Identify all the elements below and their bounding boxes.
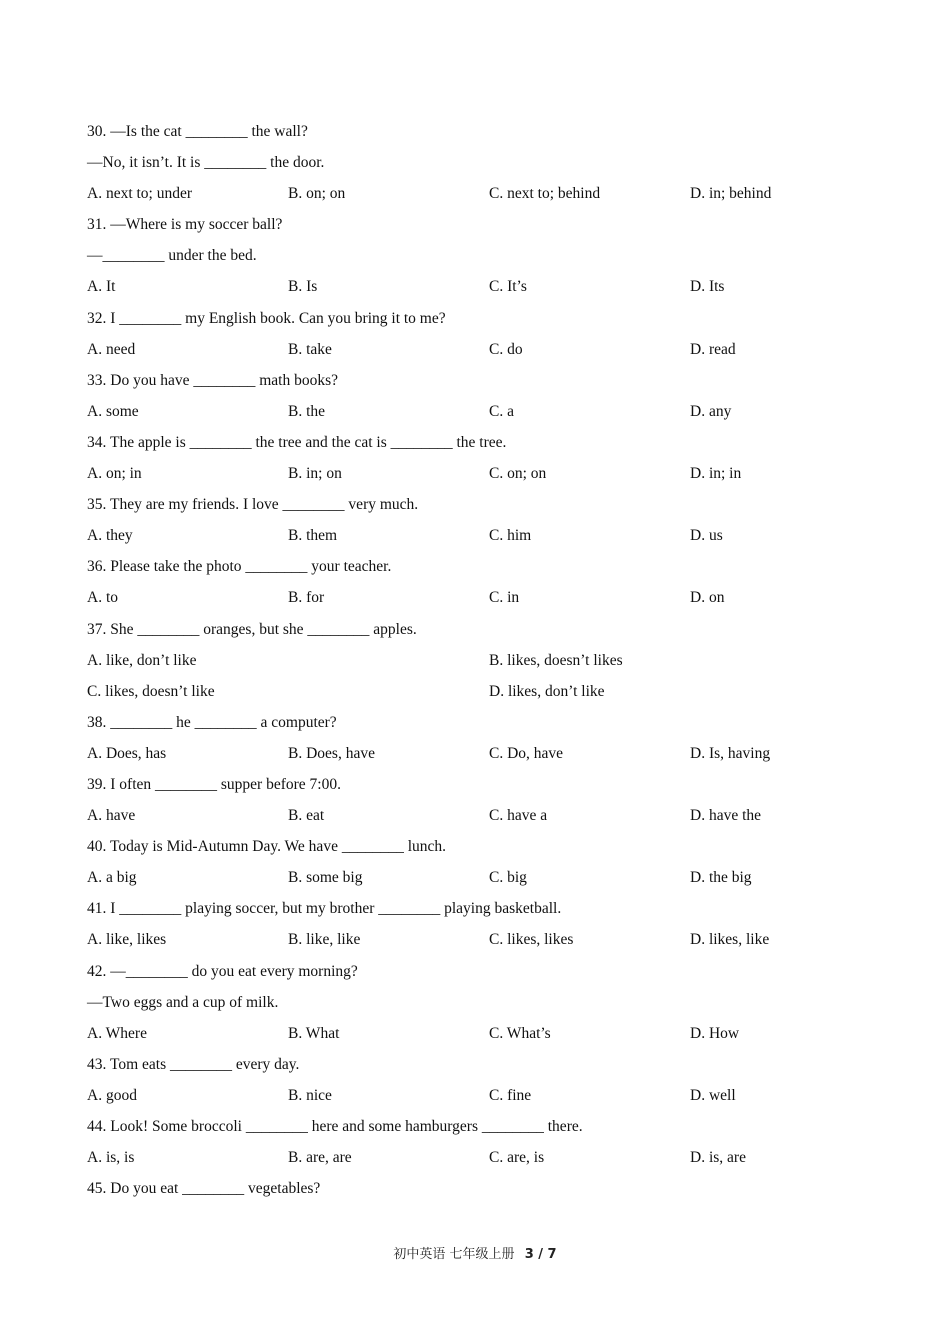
answer-option: D. have the xyxy=(690,807,762,825)
answer-option: C. are, is xyxy=(489,1149,545,1167)
question-item xyxy=(87,1049,887,1111)
question-stem: 40. Today is Mid-Autumn Day. We have ________ lunch. xyxy=(87,838,447,856)
question-stem: 38. ________ he ________ a computer? xyxy=(87,713,337,731)
options-row xyxy=(87,271,887,302)
answer-option: B. take xyxy=(288,340,332,358)
page-number: 3 / 7 xyxy=(524,1247,557,1262)
answer-option: B. eat xyxy=(288,807,325,825)
question-item xyxy=(87,489,887,551)
question-item xyxy=(87,303,887,365)
question-stem: 39. I often ________ supper before 7:00. xyxy=(87,775,341,793)
options-row xyxy=(87,800,887,831)
question-item xyxy=(87,209,887,302)
footer-title: 初中英语 七年级上册 xyxy=(393,1247,515,1262)
answer-option: A. on; in xyxy=(87,465,142,483)
answer-option: A. like, likes xyxy=(87,931,167,949)
answer-option: B. What xyxy=(288,1024,340,1042)
answer-option: A. is, is xyxy=(87,1149,135,1167)
question-line: —________ under the bed. xyxy=(87,247,257,265)
answer-option: C. have a xyxy=(489,807,548,825)
answer-option: B. for xyxy=(288,589,325,607)
answer-option: B. like, like xyxy=(288,931,361,949)
question-stem: 42. —________ do you eat every morning? xyxy=(87,962,358,980)
question-item xyxy=(87,614,887,707)
options-row xyxy=(87,334,887,365)
answer-option: A. need xyxy=(87,340,136,358)
answer-option: C. likes, doesn’t like xyxy=(87,682,215,700)
options-row xyxy=(87,520,887,551)
options-row xyxy=(87,1080,887,1111)
question-item xyxy=(87,707,887,769)
options-row xyxy=(87,396,887,427)
question-stem: 37. She ________ oranges, but she ________ apples. xyxy=(87,620,417,638)
answer-option: C. him xyxy=(489,527,532,545)
answer-option: C. Do, have xyxy=(489,744,564,762)
answer-option: A. It xyxy=(87,278,116,296)
answer-option: D. likes, don’t like xyxy=(489,682,605,700)
question-stem: 44. Look! Some broccoli ________ here and some hamburgers ________ there. xyxy=(87,1118,583,1135)
answer-option: B. some big xyxy=(288,869,363,887)
question-stem: 32. I ________ my English book. Can you bring it to me? xyxy=(87,309,446,327)
question-stem: 30. —Is the cat ________ the wall? xyxy=(87,123,308,140)
answer-option: A. like, don’t like xyxy=(87,651,197,669)
options-row xyxy=(87,738,887,769)
question-item xyxy=(87,551,887,613)
answer-option: B. them xyxy=(288,527,338,545)
answer-option: D. likes, like xyxy=(690,931,770,949)
question-stem: 41. I ________ playing soccer, but my brother ________ playing basketball. xyxy=(87,900,562,918)
answer-option: A. have xyxy=(87,807,136,825)
page-footer xyxy=(0,1245,950,1265)
answer-option: B. likes, doesn’t likes xyxy=(489,651,623,669)
options-row xyxy=(87,1018,887,1049)
answer-option: D. Is, having xyxy=(690,744,771,762)
answer-option: C. likes, likes xyxy=(489,931,574,949)
answer-option: D. well xyxy=(690,1086,736,1104)
question-item xyxy=(87,893,887,955)
answer-option: D. any xyxy=(690,402,732,420)
answer-option: B. are, are xyxy=(288,1149,352,1167)
answer-option: B. nice xyxy=(288,1086,332,1104)
question-stem: 36. Please take the photo ________ your teacher. xyxy=(87,558,392,576)
answer-option: D. is, are xyxy=(690,1149,746,1167)
answer-option: A. some xyxy=(87,402,139,420)
answer-option: A. Where xyxy=(87,1024,147,1042)
answer-option: A. they xyxy=(87,527,133,545)
answer-option: C. on; on xyxy=(489,465,547,483)
answer-option: D. How xyxy=(690,1024,740,1042)
question-item xyxy=(87,1111,887,1173)
question-stem: 34. The apple is ________ the tree and the cat is ________ the tree. xyxy=(87,433,507,451)
options-row xyxy=(87,582,887,613)
question-stem: 31. —Where is my soccer ball? xyxy=(87,216,283,234)
answer-option: D. on xyxy=(690,589,725,607)
options-row xyxy=(87,178,887,209)
answer-option: C. fine xyxy=(489,1086,532,1104)
question-item xyxy=(87,116,887,209)
answer-option: C. a xyxy=(489,402,514,420)
question-item xyxy=(87,365,887,427)
answer-option: D. in; in xyxy=(690,465,742,483)
answer-option: A. a big xyxy=(87,869,137,887)
answer-option: C. next to; behind xyxy=(489,185,601,203)
answer-option: A. good xyxy=(87,1086,137,1104)
question-item xyxy=(87,1173,887,1204)
answer-option: A. next to; under xyxy=(87,185,193,203)
answer-option: C. It’s xyxy=(489,278,527,296)
question-stem: 43. Tom eats ________ every day. xyxy=(87,1055,300,1073)
question-stem: 45. Do you eat ________ vegetables? xyxy=(87,1180,321,1198)
answer-option: C. big xyxy=(489,869,527,887)
options-row xyxy=(87,862,887,893)
answer-option: C. do xyxy=(489,340,523,358)
answer-option: D. read xyxy=(690,340,736,358)
answer-option: C. What’s xyxy=(489,1024,551,1042)
question-item xyxy=(87,769,887,831)
answer-option: D. the big xyxy=(690,869,752,887)
answer-option: B. the xyxy=(288,402,326,420)
question-stem: 33. Do you have ________ math books? xyxy=(87,371,338,389)
options-row xyxy=(87,458,887,489)
answer-option: D. in; behind xyxy=(690,185,772,203)
answer-option: D. Its xyxy=(690,278,725,296)
question-item xyxy=(87,831,887,893)
question-line: —Two eggs and a cup of milk. xyxy=(87,993,279,1011)
answer-option: A. Does, has xyxy=(87,744,167,762)
question-list xyxy=(87,116,887,1204)
answer-option: B. on; on xyxy=(288,185,346,203)
question-stem: 35. They are my friends. I love ________ very much. xyxy=(87,496,419,514)
question-line: —No, it isn’t. It is ________ the door. xyxy=(87,154,325,172)
question-item xyxy=(87,427,887,489)
answer-option: B. Is xyxy=(288,278,318,296)
answer-option: A. to xyxy=(87,589,118,607)
answer-option: B. in; on xyxy=(288,465,342,483)
question-item xyxy=(87,956,887,1049)
answer-option: D. us xyxy=(690,527,723,545)
answer-option: C. in xyxy=(489,589,520,607)
options-row xyxy=(87,924,887,955)
answer-option: B. Does, have xyxy=(288,744,375,762)
options-row xyxy=(87,645,887,676)
options-row xyxy=(87,1142,887,1173)
options-row xyxy=(87,676,887,707)
